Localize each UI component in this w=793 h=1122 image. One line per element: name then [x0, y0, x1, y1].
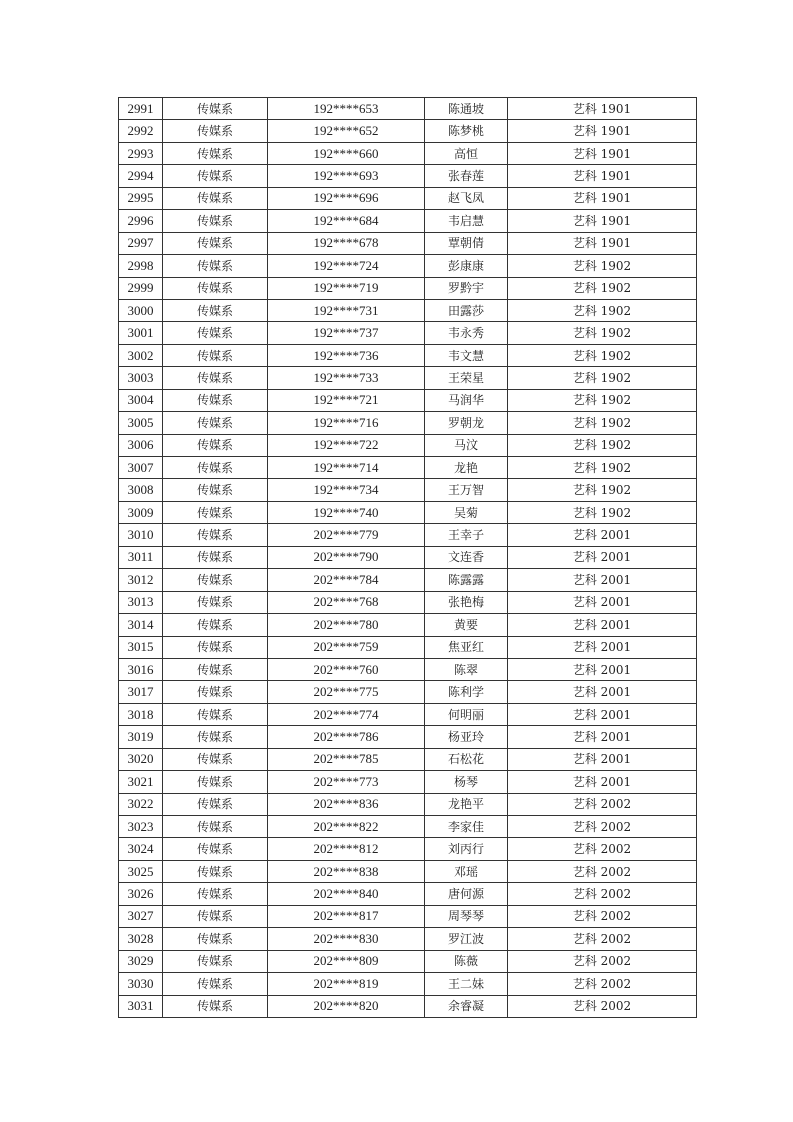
student-id-cell: 192****716: [268, 412, 425, 434]
student-name-cell: 石松花: [425, 748, 508, 770]
department-cell: 传媒系: [163, 995, 268, 1017]
student-id-cell: 192****740: [268, 501, 425, 523]
table-row: [119, 479, 697, 501]
student-name-cell: 陈翠: [425, 658, 508, 680]
student-name-cell: 马汶: [425, 434, 508, 456]
class-cell: 艺科 2001: [508, 771, 697, 793]
student-id-cell: 202****822: [268, 816, 425, 838]
student-name-cell: 唐何源: [425, 883, 508, 905]
class-cell: 艺科 1901: [508, 187, 697, 209]
student-name-cell: 焦亚红: [425, 636, 508, 658]
row-number-cell: 3014: [119, 614, 163, 636]
department-cell: 传媒系: [163, 726, 268, 748]
department-cell: 传媒系: [163, 928, 268, 950]
student-id-cell: 202****817: [268, 905, 425, 927]
department-cell: 传媒系: [163, 524, 268, 546]
class-cell: 艺科 1901: [508, 120, 697, 142]
row-number-cell: 3018: [119, 703, 163, 725]
student-id-cell: 202****840: [268, 883, 425, 905]
table-row: [119, 703, 697, 725]
student-name-cell: 韦启慧: [425, 210, 508, 232]
department-cell: 传媒系: [163, 142, 268, 164]
class-cell: 艺科 1902: [508, 412, 697, 434]
student-name-cell: 吴菊: [425, 501, 508, 523]
department-cell: 传媒系: [163, 299, 268, 321]
student-id-cell: 202****780: [268, 614, 425, 636]
student-id-cell: 202****820: [268, 995, 425, 1017]
row-number-cell: 3012: [119, 569, 163, 591]
student-name-cell: 王二妹: [425, 973, 508, 995]
class-cell: 艺科 1902: [508, 322, 697, 344]
student-id-cell: 192****660: [268, 142, 425, 164]
student-id-cell: 192****722: [268, 434, 425, 456]
student-name-cell: 李家佳: [425, 816, 508, 838]
department-cell: 传媒系: [163, 883, 268, 905]
class-cell: 艺科 1901: [508, 165, 697, 187]
row-number-cell: 3015: [119, 636, 163, 658]
table-row: [119, 524, 697, 546]
department-cell: 传媒系: [163, 905, 268, 927]
student-name-cell: 何明丽: [425, 703, 508, 725]
table-row: [119, 142, 697, 164]
student-name-cell: 陈梦桃: [425, 120, 508, 142]
student-name-cell: 张艳梅: [425, 591, 508, 613]
row-number-cell: 3003: [119, 367, 163, 389]
table-row: [119, 412, 697, 434]
department-cell: 传媒系: [163, 255, 268, 277]
row-number-cell: 3022: [119, 793, 163, 815]
table-row: [119, 681, 697, 703]
department-cell: 传媒系: [163, 434, 268, 456]
department-cell: 传媒系: [163, 591, 268, 613]
student-name-cell: 赵飞凤: [425, 187, 508, 209]
student-id-cell: 192****737: [268, 322, 425, 344]
row-number-cell: 3027: [119, 905, 163, 927]
student-id-cell: 202****759: [268, 636, 425, 658]
row-number-cell: 3002: [119, 344, 163, 366]
student-id-cell: 192****696: [268, 187, 425, 209]
student-id-cell: 202****773: [268, 771, 425, 793]
row-number-cell: 2992: [119, 120, 163, 142]
table-row: [119, 658, 697, 680]
student-name-cell: 龙艳: [425, 457, 508, 479]
row-number-cell: 3013: [119, 591, 163, 613]
department-cell: 传媒系: [163, 210, 268, 232]
department-cell: 传媒系: [163, 636, 268, 658]
class-cell: 艺科 2001: [508, 658, 697, 680]
department-cell: 传媒系: [163, 614, 268, 636]
table-row: [119, 120, 697, 142]
student-name-cell: 王幸子: [425, 524, 508, 546]
student-id-cell: 202****786: [268, 726, 425, 748]
student-id-cell: 202****785: [268, 748, 425, 770]
row-number-cell: 2994: [119, 165, 163, 187]
table-row: [119, 98, 697, 120]
table-row: [119, 838, 697, 860]
student-name-cell: 陈露露: [425, 569, 508, 591]
student-name-cell: 黄要: [425, 614, 508, 636]
class-cell: 艺科 1901: [508, 98, 697, 120]
department-cell: 传媒系: [163, 322, 268, 344]
row-number-cell: 3028: [119, 928, 163, 950]
table-row: [119, 928, 697, 950]
student-id-cell: 192****693: [268, 165, 425, 187]
class-cell: 艺科 2001: [508, 546, 697, 568]
row-number-cell: 2997: [119, 232, 163, 254]
class-cell: 艺科 2002: [508, 883, 697, 905]
class-cell: 艺科 2001: [508, 681, 697, 703]
student-id-cell: 192****731: [268, 299, 425, 321]
row-number-cell: 3019: [119, 726, 163, 748]
row-number-cell: 3010: [119, 524, 163, 546]
table-row: [119, 905, 697, 927]
department-cell: 传媒系: [163, 501, 268, 523]
department-cell: 传媒系: [163, 479, 268, 501]
class-cell: 艺科 1902: [508, 344, 697, 366]
department-cell: 传媒系: [163, 681, 268, 703]
student-id-cell: 202****775: [268, 681, 425, 703]
row-number-cell: 3030: [119, 973, 163, 995]
student-id-cell: 202****768: [268, 591, 425, 613]
table-row: [119, 322, 697, 344]
table-row: [119, 614, 697, 636]
class-cell: 艺科 2001: [508, 726, 697, 748]
student-id-cell: 192****736: [268, 344, 425, 366]
class-cell: 艺科 1902: [508, 457, 697, 479]
student-id-cell: 202****830: [268, 928, 425, 950]
row-number-cell: 3001: [119, 322, 163, 344]
student-name-cell: 覃朝倩: [425, 232, 508, 254]
class-cell: 艺科 2002: [508, 973, 697, 995]
department-cell: 传媒系: [163, 232, 268, 254]
department-cell: 传媒系: [163, 860, 268, 882]
class-cell: 艺科 1902: [508, 277, 697, 299]
table-row: [119, 860, 697, 882]
table-row: [119, 748, 697, 770]
student-name-cell: 文连香: [425, 546, 508, 568]
student-id-cell: 192****684: [268, 210, 425, 232]
student-name-cell: 张春莲: [425, 165, 508, 187]
student-id-cell: 202****838: [268, 860, 425, 882]
department-cell: 传媒系: [163, 389, 268, 411]
table-row: [119, 187, 697, 209]
student-id-cell: 202****760: [268, 658, 425, 680]
department-cell: 传媒系: [163, 457, 268, 479]
student-id-cell: 192****714: [268, 457, 425, 479]
student-name-cell: 罗黔宇: [425, 277, 508, 299]
student-id-cell: 192****733: [268, 367, 425, 389]
table-row: [119, 210, 697, 232]
student-name-cell: 陈通坡: [425, 98, 508, 120]
department-cell: 传媒系: [163, 816, 268, 838]
table-row: [119, 950, 697, 972]
row-number-cell: 3006: [119, 434, 163, 456]
table-row: [119, 165, 697, 187]
student-id-cell: 192****719: [268, 277, 425, 299]
row-number-cell: 3017: [119, 681, 163, 703]
row-number-cell: 3021: [119, 771, 163, 793]
row-number-cell: 3020: [119, 748, 163, 770]
student-name-cell: 韦文慧: [425, 344, 508, 366]
row-number-cell: 3025: [119, 860, 163, 882]
class-cell: 艺科 1902: [508, 367, 697, 389]
row-number-cell: 3031: [119, 995, 163, 1017]
table-row: [119, 277, 697, 299]
department-cell: 传媒系: [163, 748, 268, 770]
row-number-cell: 3009: [119, 501, 163, 523]
class-cell: 艺科 2002: [508, 793, 697, 815]
class-cell: 艺科 2001: [508, 524, 697, 546]
student-id-cell: 202****784: [268, 569, 425, 591]
row-number-cell: 2998: [119, 255, 163, 277]
student-name-cell: 龙艳平: [425, 793, 508, 815]
department-cell: 传媒系: [163, 771, 268, 793]
row-number-cell: 3016: [119, 658, 163, 680]
student-id-cell: 202****790: [268, 546, 425, 568]
table-row: [119, 995, 697, 1017]
class-cell: 艺科 2002: [508, 950, 697, 972]
department-cell: 传媒系: [163, 658, 268, 680]
student-name-cell: 杨亚玲: [425, 726, 508, 748]
table-row: [119, 793, 697, 815]
department-cell: 传媒系: [163, 703, 268, 725]
table-row: [119, 816, 697, 838]
row-number-cell: 3011: [119, 546, 163, 568]
class-cell: 艺科 2001: [508, 636, 697, 658]
student-id-cell: 192****724: [268, 255, 425, 277]
student-id-cell: 202****809: [268, 950, 425, 972]
table-row: [119, 501, 697, 523]
class-cell: 艺科 2002: [508, 860, 697, 882]
table-row: [119, 299, 697, 321]
student-name-cell: 王万智: [425, 479, 508, 501]
student-name-cell: 王荣星: [425, 367, 508, 389]
department-cell: 传媒系: [163, 98, 268, 120]
table-row: [119, 389, 697, 411]
table-row: [119, 569, 697, 591]
row-number-cell: 3029: [119, 950, 163, 972]
student-name-cell: 陈薇: [425, 950, 508, 972]
row-number-cell: 2995: [119, 187, 163, 209]
row-number-cell: 3005: [119, 412, 163, 434]
class-cell: 艺科 1901: [508, 210, 697, 232]
table-row: [119, 546, 697, 568]
row-number-cell: 3000: [119, 299, 163, 321]
table-row: [119, 457, 697, 479]
table-row: [119, 771, 697, 793]
class-cell: 艺科 2002: [508, 838, 697, 860]
row-number-cell: 2991: [119, 98, 163, 120]
student-name-cell: 高恒: [425, 142, 508, 164]
student-name-cell: 刘丙行: [425, 838, 508, 860]
department-cell: 传媒系: [163, 277, 268, 299]
class-cell: 艺科 1902: [508, 389, 697, 411]
student-name-cell: 韦永秀: [425, 322, 508, 344]
table-row: [119, 636, 697, 658]
table-row: [119, 973, 697, 995]
class-cell: 艺科 2002: [508, 816, 697, 838]
student-name-cell: 周琴琴: [425, 905, 508, 927]
row-number-cell: 2993: [119, 142, 163, 164]
table-row: [119, 367, 697, 389]
student-name-cell: 邓瑶: [425, 860, 508, 882]
row-number-cell: 3026: [119, 883, 163, 905]
table-row: [119, 232, 697, 254]
department-cell: 传媒系: [163, 950, 268, 972]
class-cell: 艺科 1902: [508, 434, 697, 456]
row-number-cell: 3023: [119, 816, 163, 838]
student-id-cell: 202****836: [268, 793, 425, 815]
table-row: [119, 344, 697, 366]
student-id-cell: 192****678: [268, 232, 425, 254]
student-id-cell: 202****774: [268, 703, 425, 725]
class-cell: 艺科 2001: [508, 748, 697, 770]
student-name-cell: 马润华: [425, 389, 508, 411]
class-cell: 艺科 2002: [508, 995, 697, 1017]
student-id-cell: 192****652: [268, 120, 425, 142]
row-number-cell: 3004: [119, 389, 163, 411]
table-row: [119, 883, 697, 905]
row-number-cell: 3007: [119, 457, 163, 479]
class-cell: 艺科 1902: [508, 501, 697, 523]
class-cell: 艺科 1902: [508, 255, 697, 277]
table-body: [119, 98, 697, 1018]
table-row: [119, 434, 697, 456]
student-name-cell: 彭康康: [425, 255, 508, 277]
class-cell: 艺科 2002: [508, 905, 697, 927]
class-cell: 艺科 2001: [508, 614, 697, 636]
student-id-cell: 192****653: [268, 98, 425, 120]
student-id-cell: 202****812: [268, 838, 425, 860]
row-number-cell: 2996: [119, 210, 163, 232]
department-cell: 传媒系: [163, 973, 268, 995]
class-cell: 艺科 2001: [508, 591, 697, 613]
class-cell: 艺科 2001: [508, 703, 697, 725]
row-number-cell: 3024: [119, 838, 163, 860]
table-row: [119, 255, 697, 277]
class-cell: 艺科 1902: [508, 479, 697, 501]
student-list-table: [118, 97, 697, 1018]
class-cell: 艺科 2002: [508, 928, 697, 950]
student-id-cell: 192****721: [268, 389, 425, 411]
student-name-cell: 罗朝龙: [425, 412, 508, 434]
department-cell: 传媒系: [163, 569, 268, 591]
table-row: [119, 591, 697, 613]
department-cell: 传媒系: [163, 793, 268, 815]
student-name-cell: 田露莎: [425, 299, 508, 321]
department-cell: 传媒系: [163, 187, 268, 209]
class-cell: 艺科 1902: [508, 299, 697, 321]
class-cell: 艺科 1901: [508, 142, 697, 164]
department-cell: 传媒系: [163, 367, 268, 389]
department-cell: 传媒系: [163, 165, 268, 187]
class-cell: 艺科 1901: [508, 232, 697, 254]
student-id-cell: 192****734: [268, 479, 425, 501]
student-id-cell: 202****819: [268, 973, 425, 995]
department-cell: 传媒系: [163, 546, 268, 568]
student-name-cell: 杨琴: [425, 771, 508, 793]
row-number-cell: 2999: [119, 277, 163, 299]
table-row: [119, 726, 697, 748]
department-cell: 传媒系: [163, 344, 268, 366]
student-name-cell: 陈利学: [425, 681, 508, 703]
student-name-cell: 罗江波: [425, 928, 508, 950]
student-id-cell: 202****779: [268, 524, 425, 546]
department-cell: 传媒系: [163, 412, 268, 434]
class-cell: 艺科 2001: [508, 569, 697, 591]
student-name-cell: 余睿凝: [425, 995, 508, 1017]
row-number-cell: 3008: [119, 479, 163, 501]
department-cell: 传媒系: [163, 120, 268, 142]
department-cell: 传媒系: [163, 838, 268, 860]
